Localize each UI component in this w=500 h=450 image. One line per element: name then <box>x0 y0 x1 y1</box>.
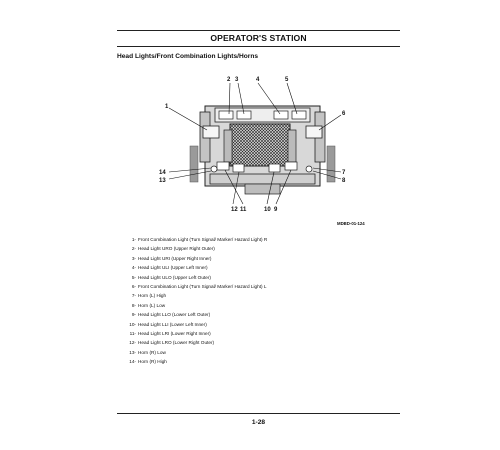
front-combination-light-r <box>203 126 219 138</box>
legend-item <box>117 265 377 271</box>
callout-3: 3 <box>235 77 239 83</box>
legend-item <box>117 312 377 318</box>
legend-number: 3- <box>131 255 136 261</box>
legend-item <box>117 303 377 309</box>
legend-text: Horn (L) Low <box>138 302 166 308</box>
legend-item <box>117 246 377 252</box>
callout-6: 6 <box>342 111 346 117</box>
machine-front-illustration <box>145 72 370 222</box>
legend-number: 6- <box>131 283 136 289</box>
callout-5: 5 <box>285 77 289 83</box>
legend-item <box>117 237 377 243</box>
legend-number: 13- <box>129 349 136 355</box>
front-combination-light-l <box>306 126 322 138</box>
legend-item <box>117 359 377 365</box>
legend-item <box>117 322 377 328</box>
head-light-ulo <box>292 111 306 119</box>
head-light-uri <box>237 111 251 119</box>
legend-number: 12- <box>129 340 136 346</box>
legend-number: 8- <box>131 302 136 308</box>
horn-r <box>211 166 217 172</box>
legend-number: 11- <box>129 330 136 336</box>
header-underline <box>117 46 400 47</box>
callout-1: 1 <box>165 104 169 110</box>
callout-2: 2 <box>227 77 231 83</box>
horn-l <box>306 166 312 172</box>
head-light-llo <box>285 162 297 170</box>
callout-9: 9 <box>274 207 278 213</box>
legend-item <box>117 340 377 346</box>
callout-13: 13 <box>159 178 166 184</box>
legend-text: Head Light URO (Upper Right Outer) <box>138 246 215 252</box>
page-header-title: OPERATOR'S STATION <box>210 33 307 43</box>
legend-text: Front Combination Light (Turn Signal/ Marker/ Hazard Light) R <box>138 237 268 242</box>
callout-7: 7 <box>342 170 346 176</box>
legend-number: 2- <box>131 246 136 252</box>
legend-item <box>117 293 377 299</box>
legend-text: Horn (L) High <box>138 293 167 299</box>
parts-legend <box>117 237 377 368</box>
legend-text: Horn (R) Low <box>138 349 166 355</box>
legend-number: 9- <box>131 312 136 318</box>
legend-number: 14- <box>129 359 136 365</box>
legend-item <box>117 256 377 262</box>
head-light-lli <box>269 164 280 172</box>
page-number: 1-28 <box>251 419 266 426</box>
legend-number: 5- <box>131 274 136 280</box>
callout-11: 11 <box>240 207 247 213</box>
callout-14: 14 <box>159 170 166 176</box>
legend-number: 1- <box>131 237 136 242</box>
callout-4: 4 <box>256 77 260 83</box>
legend-text: Head Light ULI (Upper Left Inner) <box>138 265 208 271</box>
callout-12: 12 <box>231 207 238 213</box>
legend-number: 10- <box>129 321 136 327</box>
legend-text: Front Combination Light (Turn Signal/ Marker/ Hazard Light) L <box>138 283 267 289</box>
legend-text: Head Light LRI (Lower Right Inner) <box>138 330 211 336</box>
callout-8: 8 <box>342 178 346 184</box>
legend-text: Head Light URI (Upper Right Inner) <box>138 255 212 261</box>
legend-item <box>117 331 377 337</box>
legend-text: Head Light LRO (Lower Right Outer) <box>138 340 215 346</box>
head-light-lro <box>217 162 229 170</box>
legend-item <box>117 275 377 281</box>
legend-number: 4- <box>131 265 136 271</box>
legend-item <box>117 350 377 356</box>
legend-text: Horn (R) High <box>138 359 167 365</box>
section-title: Head Lights/Front Combination Lights/Horns <box>117 53 259 60</box>
header-rule <box>117 30 400 31</box>
legend-text: Head Light LLO (Lower Left Outer) <box>138 312 211 318</box>
legend-text: Head Light ULO (Upper Left Outer) <box>138 274 211 280</box>
figure-code: MDBD-01-124 <box>337 221 365 226</box>
legend-number: 7- <box>131 293 136 299</box>
head-light-uli <box>274 111 288 119</box>
machine-front-figure <box>145 72 370 222</box>
legend-item <box>117 284 377 290</box>
head-light-lri <box>233 164 244 172</box>
radiator-grille <box>230 124 290 166</box>
footer-rule <box>117 413 400 414</box>
head-light-uro <box>219 111 233 119</box>
legend-text: Head Light LLI (Lower Left Inner) <box>138 321 207 327</box>
callout-10: 10 <box>264 207 271 213</box>
